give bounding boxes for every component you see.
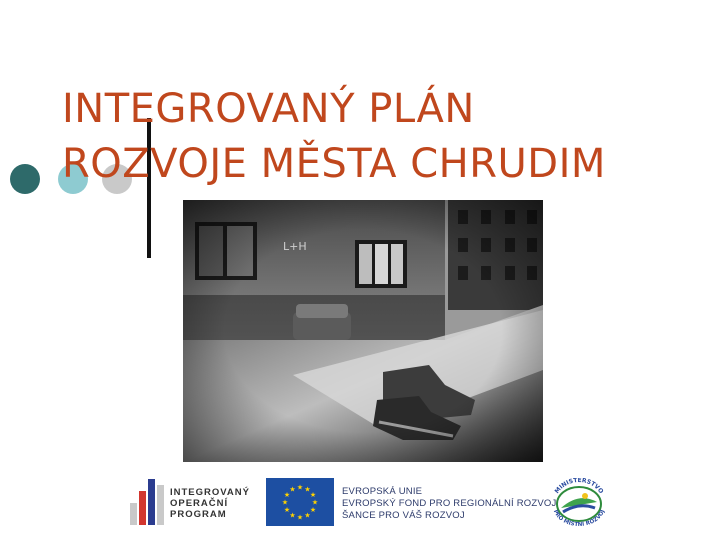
mmr-bottom-text: PRO MÍSTNÍ ROZVOJ (551, 509, 607, 526)
dark-teal-dot (10, 164, 40, 194)
eu-star-icon: ★ (309, 506, 317, 514)
eu-star-icon: ★ (283, 491, 291, 499)
eu-star-icon: ★ (289, 511, 296, 520)
eu-star-icon: ★ (296, 483, 304, 492)
street-photo-image (183, 200, 543, 462)
iop-line-3: PROGRAM (170, 509, 227, 520)
street-photo (183, 200, 543, 462)
eu-star-icon: ★ (281, 498, 289, 507)
iop-logo (130, 479, 250, 525)
title-line-2: ROZVOJE MĚSTA CHRUDIM (62, 141, 606, 187)
iop-bars-icon (130, 479, 164, 525)
mmr-top-text: MINISTERSTVO (553, 478, 605, 496)
eu-star-icon: ★ (311, 498, 319, 507)
eu-star-icon: ★ (289, 485, 296, 494)
eu-star-icon: ★ (296, 513, 304, 522)
eu-star-icon: ★ (283, 506, 291, 514)
mmr-logo-icon (545, 478, 613, 526)
eu-star-icon: ★ (304, 511, 311, 520)
eu-star-icon: ★ (309, 491, 317, 499)
eu-star-icon: ★ (304, 485, 311, 494)
iop-line-2: OPERAČNÍ (170, 498, 229, 509)
eu-line-2: EVROPSKÝ FOND PRO REGIONÁLNÍ ROZVOJ (342, 498, 557, 509)
eu-line-1: EVROPSKÁ UNIE (342, 486, 423, 497)
eu-flag-icon (266, 478, 334, 526)
title-line-1: INTEGROVANÝ PLÁN (62, 86, 475, 132)
eu-logo-text (342, 486, 556, 522)
iop-line-1: INTEGROVANÝ (170, 487, 250, 498)
iop-logo-text (170, 487, 250, 520)
eu-line-3: ŠANCE PRO VÁŠ ROZVOJ (342, 510, 465, 521)
slide-title (62, 82, 702, 192)
